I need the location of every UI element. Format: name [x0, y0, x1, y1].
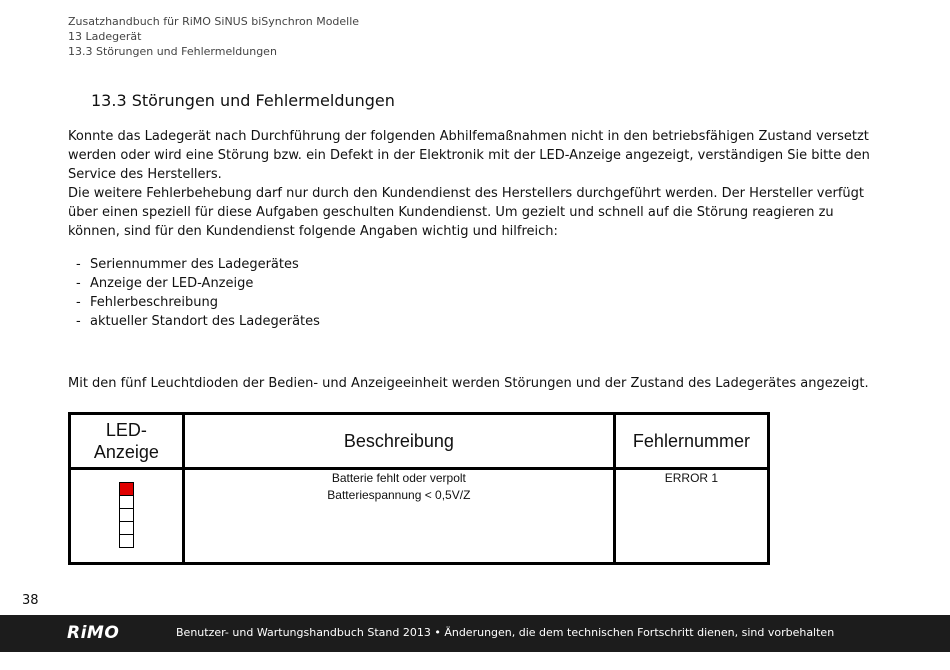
led-unlit-indicator — [120, 535, 133, 548]
intro-paragraph: Konnte das Ladegerät nach Durchführung der folgenden Abhilfemaßnahmen nicht in den betriebsfähigen Zustand versetzt werden oder wird eine Störung bzw. ein Defekt in der Elektronik mit der LED-Anzeige angezeigt, verständigen Sie bitte den Service des Herstellers. — [68, 129, 870, 182]
list-item-text: Fehlerbeschreibung — [90, 295, 219, 310]
header-led-line1: LED- — [105, 420, 147, 440]
footer-text: Benutzer- und Wartungshandbuch Stand 2013 • Änderungen, die dem technischen Fortschritt dienen, sind vorbehalten — [176, 626, 835, 639]
section-title: 13.3 Störungen und Fehlermeldungen — [91, 91, 395, 110]
table-header-row — [70, 414, 769, 469]
bullet-dash: - — [76, 295, 81, 310]
table-row — [70, 469, 769, 564]
header-led-display — [70, 414, 184, 469]
running-head-section: 13.3 Störungen und Fehlermeldungen — [68, 45, 277, 58]
led-unlit-indicator — [120, 509, 133, 522]
description-line: Batterie fehlt oder verpolt — [331, 471, 466, 485]
list-item — [76, 255, 320, 274]
required-info-list — [76, 255, 320, 331]
list-item-text: aktueller Standort des Ladegerätes — [90, 314, 320, 329]
footer-bar — [0, 615, 950, 652]
error-description — [183, 469, 614, 564]
bullet-dash: - — [76, 276, 81, 291]
led-indicator-cell — [70, 469, 184, 564]
running-head — [68, 14, 359, 59]
led-unlit-indicator — [120, 496, 133, 509]
error-table — [68, 412, 770, 565]
list-item-text: Seriennummer des Ladegerätes — [90, 257, 299, 272]
running-head-manual-title: Zusatzhandbuch für RiMO SiNUS biSynchron Modelle — [68, 15, 360, 28]
running-head-chapter: 13 Ladegerät — [68, 30, 142, 43]
intro-paragraph: Die weitere Fehlerbehebung darf nur durch den Kundendienst des Herstellers durchgeführt werden. Der Hersteller verfügt über einen speziell für diese Aufgaben geschulten Kundendienst. Um gezielt und schnell auf die Störung reagieren zu können, sind für den Kundendienst folgende Angaben wichtig und hilfreich: — [68, 186, 865, 239]
led-unlit-indicator — [120, 522, 133, 535]
list-item — [76, 312, 320, 331]
list-item-text: Anzeige der LED-Anzeige — [90, 276, 254, 291]
page-number: 38 — [22, 593, 39, 608]
header-led-line2: Anzeige — [93, 442, 159, 462]
led-indicator-stack — [119, 482, 134, 548]
list-item — [76, 293, 320, 312]
description-line: Batteriespannung < 0,5V/Z — [327, 488, 471, 502]
intro-text — [68, 127, 883, 241]
bullet-dash: - — [76, 314, 81, 329]
rimo-logo: RiMO — [67, 623, 120, 643]
bullet-dash: - — [76, 257, 81, 272]
list-item — [76, 274, 320, 293]
header-description: Beschreibung — [183, 414, 614, 469]
header-error-number: Fehlernummer — [614, 414, 768, 469]
led-lit-indicator — [120, 483, 133, 496]
led-intro-text: Mit den fünf Leuchtdioden der Bedien- und Anzeigeeinheit werden Störungen und der Zustand des Ladegerätes angezeigt. — [68, 376, 869, 391]
error-number: ERROR 1 — [614, 469, 768, 564]
